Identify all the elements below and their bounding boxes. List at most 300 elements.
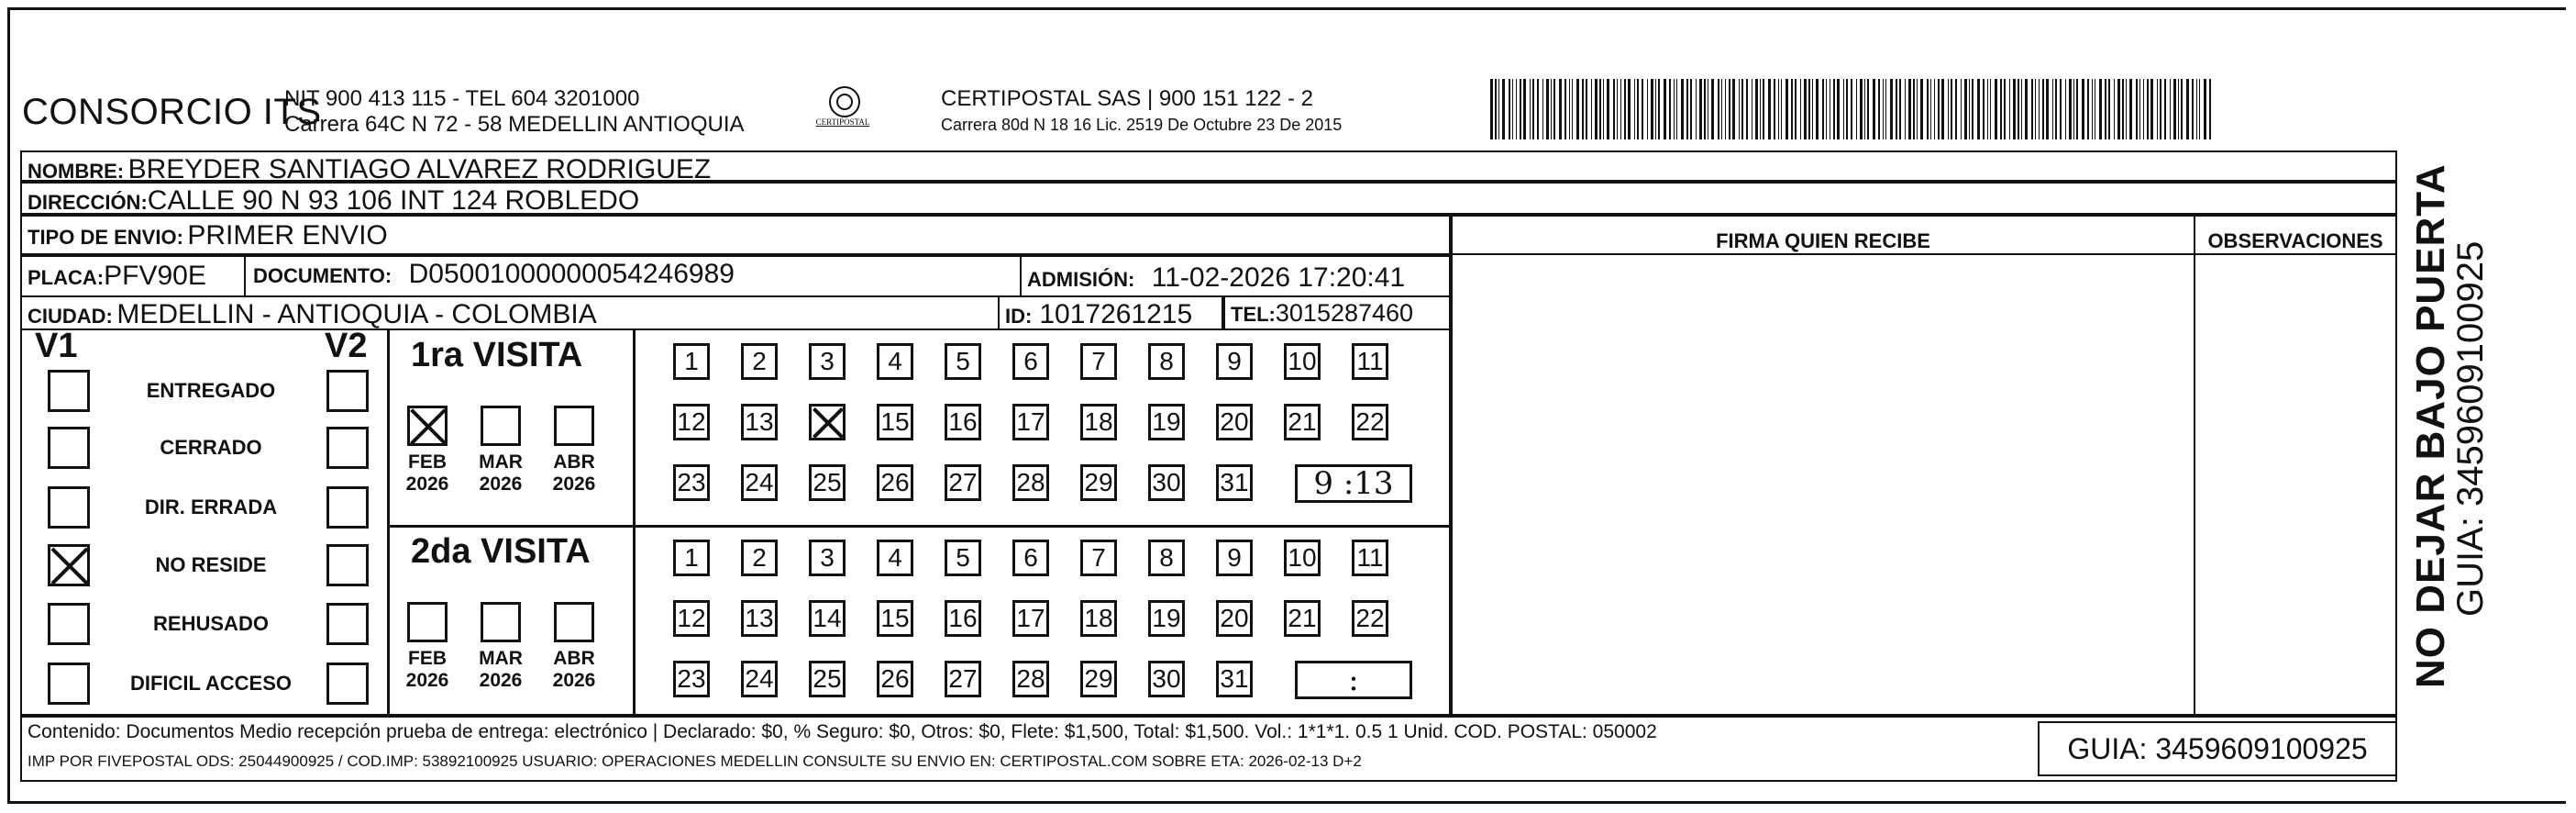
barcode-bar: [1718, 79, 1719, 139]
barcode-bar: [1523, 79, 1526, 139]
barcode-bar: [1696, 79, 1697, 139]
month-checkbox[interactable]: [481, 406, 521, 446]
barcode-bar: [2025, 79, 2028, 139]
day-box[interactable]: 9: [1216, 343, 1253, 380]
day-box[interactable]: 25: [809, 661, 846, 697]
v2-checkbox[interactable]: [326, 544, 369, 586]
barcode-bar: [1983, 79, 1985, 139]
day-box[interactable]: 20: [1216, 404, 1253, 440]
barcode-bar: [1781, 79, 1782, 139]
day-box[interactable]: 8: [1148, 540, 1185, 576]
day-box[interactable]: 28: [1012, 661, 1049, 697]
day-box[interactable]: 25: [809, 464, 846, 501]
barcode-bar: [1860, 79, 1863, 139]
barcode-bar: [2092, 79, 2093, 139]
barcode-bar: [1546, 79, 1549, 139]
barcode-bar: [1774, 79, 1775, 139]
barcode-bar: [1816, 79, 1819, 139]
barcode-bar: [1899, 79, 1901, 139]
barcode-bar: [1732, 79, 1735, 139]
month-label: [548, 648, 600, 692]
barcode-bar: [1607, 79, 1609, 139]
day-box[interactable]: 24: [741, 464, 778, 501]
month-name: ABR: [553, 451, 595, 473]
barcode-bar: [1948, 79, 1949, 139]
barcode-bar: [2082, 79, 2084, 139]
tel-value: 3015287460: [1275, 299, 1414, 327]
barcode-bar: [2178, 79, 2179, 139]
day-box[interactable]: 12: [673, 600, 710, 637]
barcode-bar: [1843, 79, 1844, 139]
barcode-bar: [2065, 79, 2066, 139]
day-box[interactable]: 16: [945, 600, 981, 637]
direccion-label: DIRECCIÓN:: [28, 191, 148, 214]
v1-checkbox[interactable]: [48, 370, 90, 412]
id-value: 1017261215: [1039, 299, 1193, 329]
barcode-bar: [1647, 79, 1648, 139]
day-box[interactable]: 11: [1352, 343, 1388, 380]
day-box[interactable]: 31: [1216, 464, 1253, 501]
barcode-bar: [2157, 79, 2158, 139]
documento-label: DOCUMENTO:: [253, 264, 392, 287]
day-box[interactable]: 24: [741, 661, 778, 697]
barcode-bar: [1634, 79, 1635, 139]
day-box[interactable]: 26: [877, 464, 913, 501]
barcode-bar: [2013, 79, 2016, 139]
day-box[interactable]: 6: [1012, 343, 1049, 380]
barcode-bar: [1786, 79, 1788, 139]
barcode-bar: [1676, 79, 1677, 139]
barcode-bar: [1537, 79, 1539, 139]
status-divider: [387, 329, 390, 716]
id-label: ID:: [1005, 305, 1033, 328]
day-box[interactable]: 10: [1284, 343, 1321, 380]
day-box[interactable]: 8: [1148, 343, 1185, 380]
barcode-bar: [1961, 79, 1962, 139]
barcode-bar: [2147, 79, 2149, 139]
barcode-bar: [1576, 79, 1579, 139]
month-year: 2026: [479, 670, 523, 691]
barcode-bar: [1628, 79, 1631, 139]
day-box[interactable]: 19: [1148, 404, 1185, 440]
barcode-bar: [1564, 79, 1566, 139]
barcode-bar: [2055, 79, 2057, 139]
day-box[interactable]: 29: [1080, 661, 1117, 697]
day-box[interactable]: [809, 404, 846, 440]
day-box[interactable]: 1: [673, 343, 710, 380]
barcode-bar: [2170, 79, 2171, 139]
barcode-bar: [2181, 79, 2183, 139]
day-box[interactable]: 13: [741, 404, 778, 440]
tel-label: TEL:: [1231, 303, 1276, 326]
barcode-bar: [1873, 79, 1875, 139]
barcode-bar: [1917, 79, 1918, 139]
barcode-bar: [1658, 79, 1660, 139]
barcode-bar: [2060, 79, 2062, 139]
day-box[interactable]: 21: [1284, 600, 1321, 637]
day-box[interactable]: 10: [1284, 540, 1321, 576]
barcode-bar: [1755, 79, 1758, 139]
barcode-bar: [1972, 79, 1973, 139]
barcode-bar: [2196, 79, 2197, 139]
nombre-row: [20, 150, 2397, 182]
firma-header: FIRMA QUIEN RECIBE: [1716, 229, 1930, 252]
day-box[interactable]: 16: [945, 404, 981, 440]
v2-checkbox[interactable]: [326, 603, 369, 645]
visit-divider: [387, 525, 1451, 528]
barcode-bar: [1741, 79, 1743, 139]
barcode-bar: [1812, 79, 1813, 139]
status-label: ENTREGADO: [146, 379, 276, 402]
tipo-row: [20, 215, 1451, 255]
barcode-bar: [1883, 79, 1884, 139]
barcode-bar: [1553, 79, 1555, 139]
imp-text: IMP POR FIVEPOSTAL ODS: 25044900925 / COD.IMP: 53892100925 USUARIO: OPERACIONES MEDELLIN CONSULTE SU ENVIO EN: CERTIPOSTAL.COM SOBRE ETA: 2026-02-13 D+2: [28, 752, 1362, 770]
month-label: [548, 451, 600, 496]
day-box[interactable]: 3: [809, 540, 846, 576]
month-checkbox[interactable]: [554, 602, 594, 642]
barcode-bar: [1856, 79, 1857, 139]
barcode-bar: [1990, 79, 1991, 139]
v1-checkbox[interactable]: [48, 663, 90, 705]
placa-value: PFV90E: [104, 261, 206, 291]
barcode-bar: [2173, 79, 2176, 139]
day-box[interactable]: 12: [673, 404, 710, 440]
day-box[interactable]: 26: [877, 661, 913, 697]
day-box[interactable]: 17: [1012, 600, 1049, 637]
documento-field: [253, 259, 735, 290]
day-box[interactable]: 22: [1352, 600, 1388, 637]
status-label: DIFICIL ACCESO: [129, 672, 292, 695]
barcode-bar: [1603, 79, 1604, 139]
observaciones-column: [2194, 215, 2397, 716]
barcode-bar: [2076, 79, 2078, 139]
placa-cell: [20, 255, 246, 297]
barcode-bar: [1651, 79, 1653, 139]
barcode-bar: [2129, 79, 2132, 139]
barcode-bar: [1878, 79, 1880, 139]
day-box[interactable]: 7: [1080, 540, 1117, 576]
certipostal-info: [941, 86, 1342, 138]
contenido-text: Contenido: Documentos Medio recepción prueba de entrega: electrónico | Declarado: $0, % Seguro: $0, Otros: $0, Flete: $1,500, Total: $1,500. Vol.: 1*1*1. 0.5 1 Unid. COD. POSTAL: 050002: [28, 721, 1657, 742]
barcode-bar: [2150, 79, 2153, 139]
barcode-bar: [1885, 79, 1886, 139]
barcode-bar: [1624, 79, 1626, 139]
side-warning: NO DEJAR BAJO PUERTA: [2408, 163, 2453, 688]
barcode-bar: [2108, 79, 2110, 139]
barcode-bar: [1955, 79, 1957, 139]
barcode-bar: [1896, 79, 1897, 139]
barcode-bar: [1725, 79, 1726, 139]
barcode-bar: [1582, 79, 1584, 139]
barcode-bar: [1927, 79, 1929, 139]
barcode-bar: [1934, 79, 1935, 139]
barcode-bar: [1711, 79, 1714, 139]
nombre-value: BREYDER SANTIAGO ALVAREZ RODRIGUEZ: [127, 154, 712, 184]
nombre-label: NOMBRE:: [28, 160, 125, 183]
barcode-bar: [1763, 79, 1764, 139]
barcode-bar: [1969, 79, 1970, 139]
barcode-bar: [2073, 79, 2074, 139]
day-box[interactable]: 6: [1012, 540, 1049, 576]
barcode-bar: [2199, 79, 2200, 139]
seal-text: CERTIPOSTAL: [815, 117, 870, 127]
barcode-bar: [2160, 79, 2161, 139]
barcode-bar: [1664, 79, 1666, 139]
barcode-bar: [1941, 79, 1944, 139]
day-box[interactable]: 4: [877, 540, 913, 576]
day-box[interactable]: 4: [877, 343, 913, 380]
months-divider: [633, 329, 636, 716]
day-box[interactable]: 31: [1216, 661, 1253, 697]
day-box[interactable]: 5: [945, 540, 981, 576]
barcode-bar: [1512, 79, 1513, 139]
barcode-bar: [1913, 79, 1915, 139]
day-box[interactable]: 2: [741, 540, 778, 576]
barcode-bar: [1690, 79, 1692, 139]
month-checkbox[interactable]: [407, 406, 448, 446]
certipostal-line1: CERTIPOSTAL SAS | 900 151 122 - 2: [941, 86, 1313, 111]
visit-title: 2da VISITA: [411, 532, 591, 571]
day-box[interactable]: 15: [877, 600, 913, 637]
company-name: CONSORCIO ITS: [22, 92, 322, 132]
visit-time[interactable]: :: [1295, 661, 1412, 699]
barcode-bar: [1864, 79, 1865, 139]
barcode-bar: [1572, 79, 1573, 139]
barcode-bar: [1520, 79, 1521, 139]
barcode-bar: [1795, 79, 1797, 139]
barcode-bar: [2122, 79, 2124, 139]
v1-checkbox[interactable]: [48, 544, 90, 586]
barcode-bar: [1739, 79, 1740, 139]
barcode-bar: [2009, 79, 2010, 139]
barcode-bar: [1490, 79, 1493, 139]
barcode-bar: [1951, 79, 1952, 139]
barcode-bar: [2069, 79, 2072, 139]
day-box[interactable]: 28: [1012, 464, 1049, 501]
month-year: 2026: [552, 473, 596, 495]
barcode-bar: [1530, 79, 1531, 139]
barcode-bar: [1908, 79, 1911, 139]
day-box[interactable]: 3: [809, 343, 846, 380]
barcode-bar: [1498, 79, 1499, 139]
month-name: MAR: [479, 648, 523, 669]
barcode-bar: [1995, 79, 1997, 139]
day-box[interactable]: 5: [945, 343, 981, 380]
barcode-bar: [1655, 79, 1656, 139]
day-box[interactable]: 18: [1080, 404, 1117, 440]
barcode-bar: [2117, 79, 2120, 139]
barcode-bar: [1905, 79, 1906, 139]
admision-label: ADMISIÓN:: [1027, 268, 1135, 291]
day-box[interactable]: 7: [1080, 343, 1117, 380]
day-box[interactable]: 27: [945, 464, 981, 501]
barcode-bar: [1595, 79, 1598, 139]
tipo-value: PRIMER ENVIO: [187, 220, 388, 251]
v1-checkbox[interactable]: [48, 486, 90, 529]
barcode-bar: [1808, 79, 1810, 139]
day-box[interactable]: 20: [1216, 600, 1253, 637]
barcode-bar: [1938, 79, 1940, 139]
barcode-bar: [1502, 79, 1505, 139]
month-year: 2026: [552, 670, 596, 691]
barcode-bar: [1851, 79, 1852, 139]
barcode-bar: [1930, 79, 1931, 139]
address-line: Carrera 64C N 72 - 58 MEDELLIN ANTIOQUIA: [284, 112, 745, 137]
barcode-bar: [2164, 79, 2166, 139]
day-box[interactable]: 27: [945, 661, 981, 697]
barcode-bar: [1542, 79, 1543, 139]
placa-label: PLACA:: [28, 266, 105, 289]
day-box[interactable]: 18: [1080, 600, 1117, 637]
barcode-bar: [2126, 79, 2127, 139]
barcode-bar: [2000, 79, 2002, 139]
month-label: [475, 451, 526, 496]
barcode-bar: [2186, 79, 2189, 139]
v1-checkbox[interactable]: [48, 427, 90, 469]
firma-column: [1451, 215, 2195, 716]
barcode-bar: [1826, 79, 1827, 139]
barcode-bar: [1867, 79, 1869, 139]
barcode-bar: [1964, 79, 1967, 139]
day-box[interactable]: 22: [1352, 404, 1388, 440]
status-label: NO RESIDE: [155, 553, 267, 576]
barcode-bar: [1613, 79, 1615, 139]
barcode-bar: [1721, 79, 1722, 139]
barcode-bar: [1977, 79, 1980, 139]
barcode-bar: [2136, 79, 2138, 139]
v2-checkbox[interactable]: [326, 663, 369, 705]
month-year: 2026: [405, 473, 449, 495]
barcode-bar: [2105, 79, 2106, 139]
barcode: [1490, 79, 2217, 139]
barcode-bar: [1569, 79, 1570, 139]
barcode-bar: [1591, 79, 1592, 139]
barcode-bar: [1637, 79, 1639, 139]
month-year: 2026: [405, 670, 449, 691]
barcode-bar: [2204, 79, 2206, 139]
day-box[interactable]: 23: [673, 464, 710, 501]
barcode-bar: [2192, 79, 2194, 139]
barcode-bar: [1559, 79, 1562, 139]
day-box[interactable]: 9: [1216, 540, 1253, 576]
barcode-bar: [1681, 79, 1684, 139]
barcode-bar: [2021, 79, 2022, 139]
barcode-bar: [2046, 79, 2049, 139]
day-box[interactable]: 30: [1148, 661, 1185, 697]
barcode-bar: [2018, 79, 2019, 139]
certipostal-seal: [813, 84, 873, 141]
day-box[interactable]: 1: [673, 540, 710, 576]
v2-checkbox[interactable]: [326, 370, 369, 412]
barcode-bar: [1760, 79, 1761, 139]
day-box[interactable]: 23: [673, 661, 710, 697]
month-checkbox[interactable]: [481, 602, 521, 642]
barcode-bar: [1729, 79, 1730, 139]
barcode-bar: [2099, 79, 2102, 139]
v2-checkbox[interactable]: [326, 486, 369, 529]
day-box[interactable]: 29: [1080, 464, 1117, 501]
status-label: REHUSADO: [153, 612, 269, 635]
barcode-bar: [1617, 79, 1618, 139]
barcode-bar: [1833, 79, 1835, 139]
v2-header: V2: [325, 327, 368, 365]
barcode-bar: [1837, 79, 1840, 139]
day-box[interactable]: 17: [1012, 404, 1049, 440]
barcode-bar: [2035, 79, 2036, 139]
status-label: DIR. ERRADA: [144, 496, 278, 518]
ciudad-value: MEDELLIN - ANTIOQUIA - COLOMBIA: [116, 299, 597, 329]
barcode-bar: [1704, 79, 1706, 139]
guia-box: [2038, 721, 2397, 776]
admision-value: 11-02-2026 17:20:41: [1151, 262, 1406, 293]
barcode-bar: [1516, 79, 1517, 139]
month-checkbox[interactable]: [554, 406, 594, 446]
barcode-bar: [1532, 79, 1534, 139]
barcode-bar: [1509, 79, 1510, 139]
barcode-bar: [1778, 79, 1779, 139]
nit-line: NIT 900 413 115 - TEL 604 3201000: [284, 86, 640, 111]
v1-checkbox[interactable]: [48, 603, 90, 645]
day-box[interactable]: 13: [741, 600, 778, 637]
side-guia: GUIA: 3459609100925: [2450, 240, 2491, 617]
month-name: FEB: [408, 451, 447, 473]
barcode-bar: [1699, 79, 1702, 139]
admision-cell: [1020, 255, 1451, 297]
barcode-bar: [1987, 79, 1988, 139]
barcode-bar: [1495, 79, 1497, 139]
day-box[interactable]: 2: [741, 343, 778, 380]
day-box[interactable]: 14: [809, 600, 846, 637]
id-cell: [998, 295, 1223, 330]
visit-time[interactable]: 9 :13: [1295, 464, 1412, 503]
day-box[interactable]: 15: [877, 404, 913, 440]
barcode-bar: [1822, 79, 1824, 139]
barcode-bar: [2139, 79, 2140, 139]
company-info: [284, 86, 745, 138]
ciudad-label: CIUDAD:: [28, 305, 113, 328]
observaciones-header: OBSERVACIONES: [2207, 229, 2383, 252]
day-box[interactable]: 30: [1148, 464, 1185, 501]
barcode-bar: [2052, 79, 2053, 139]
month-name: MAR: [479, 451, 523, 473]
barcode-bar: [1846, 79, 1848, 139]
status-label: CERRADO: [160, 436, 262, 459]
direccion-value: CALLE 90 N 93 106 INT 124 ROBLEDO: [147, 185, 640, 216]
certipostal-line2: Carrera 80d N 18 16 Lic. 2519 De Octubre 23 De 2015: [941, 116, 1343, 134]
barcode-bar: [1620, 79, 1621, 139]
column-header-divider: [1451, 253, 2397, 255]
month-name: ABR: [553, 648, 595, 669]
month-label: [402, 648, 453, 692]
visit-title: 1ra VISITA: [411, 336, 583, 374]
barcode-bar: [1768, 79, 1771, 139]
v1-header: V1: [35, 327, 78, 365]
day-box[interactable]: 11: [1352, 540, 1388, 576]
guia-number: GUIA: 3459609100925: [2067, 732, 2368, 765]
day-box[interactable]: 19: [1148, 600, 1185, 637]
barcode-bar: [2031, 79, 2033, 139]
month-checkbox[interactable]: [407, 602, 448, 642]
day-box[interactable]: 21: [1284, 404, 1321, 440]
barcode-bar: [1800, 79, 1801, 139]
v2-checkbox[interactable]: [326, 427, 369, 469]
barcode-bar: [1791, 79, 1793, 139]
barcode-bar: [1669, 79, 1671, 139]
barcode-bar: [1551, 79, 1552, 139]
barcode-bar: [1890, 79, 1893, 139]
barcode-bar: [1686, 79, 1688, 139]
